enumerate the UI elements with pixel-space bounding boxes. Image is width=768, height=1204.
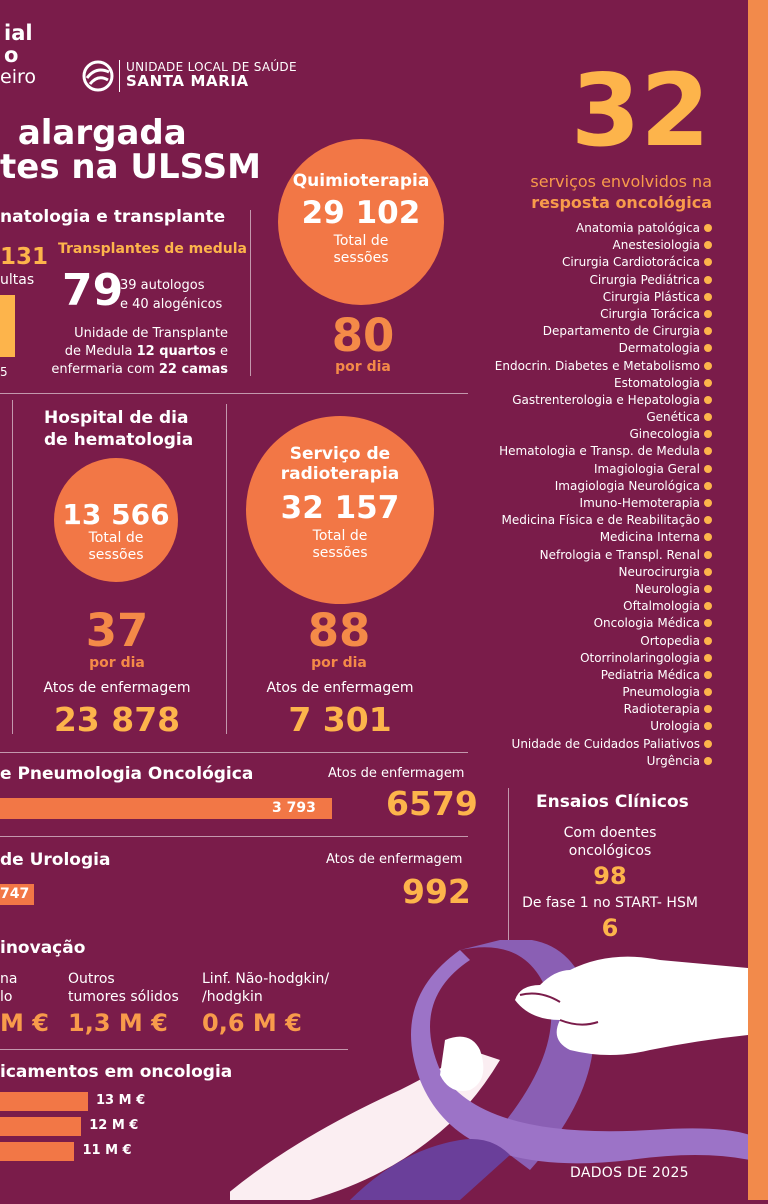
ensaios-value-1: 98 <box>593 862 627 890</box>
pneumo-atos-value: 6579 <box>386 784 478 823</box>
bullet-dot-icon <box>704 224 712 232</box>
bullet-dot-icon <box>704 671 712 679</box>
services-label-1: serviços envolvidos na <box>530 172 712 191</box>
unit-line-2a: de Medula <box>64 344 137 359</box>
hdia-heading-2: de hematologia <box>44 430 194 450</box>
service-item-label: Cirurgia Plástica <box>602 289 700 304</box>
bullet-dot-icon <box>704 705 712 713</box>
radio-name-1: Serviço de <box>289 444 391 464</box>
inovacao-col3-value: 0,6 M € <box>202 1009 302 1037</box>
hemato-partial-label: ultas <box>0 272 35 288</box>
service-item <box>495 701 712 718</box>
radio-atos-label: Atos de enfermagem <box>266 680 414 696</box>
hdia-per-day-label: por dia <box>89 655 145 671</box>
service-item <box>495 237 712 254</box>
transplantes-detail-1: 39 autologos <box>120 278 205 293</box>
transplantes-value: 79 <box>62 265 124 316</box>
logo-line-1: ial <box>4 21 33 45</box>
radio-label-1: Total de <box>312 528 368 544</box>
divider-3 <box>0 836 468 837</box>
service-item <box>495 443 712 460</box>
quimio-per-day-value: 80 <box>331 309 395 362</box>
service-item-label: Neurologia <box>635 581 700 596</box>
service-item-label: Pneumologia <box>622 685 700 700</box>
hemato-heading: natologia e transplante <box>0 207 226 227</box>
ulsm-line-1: UNIDADE LOCAL DE SAÚDE <box>126 60 297 74</box>
service-item <box>495 340 712 357</box>
service-item-label: Anestesiologia <box>612 238 700 253</box>
service-item-label: Nefrologia e Transpl. Renal <box>539 547 700 562</box>
hdia-atos-value: 23 878 <box>53 700 181 739</box>
inovacao-col2-1: Outros <box>68 971 115 987</box>
bullet-dot-icon <box>704 310 712 318</box>
logo-line-2: o <box>4 43 19 67</box>
service-item-label: Imuno-Hemoterapia <box>579 496 700 510</box>
service-item-label: Genética <box>646 410 700 425</box>
service-item-label: Neurocirurgia <box>618 564 700 579</box>
service-item <box>495 220 712 237</box>
bullet-dot-icon <box>704 551 712 559</box>
hospital-logo-text <box>0 22 36 88</box>
unit-line-1: Unidade de Transplante <box>74 326 228 341</box>
bullet-dot-icon <box>704 654 712 662</box>
service-item <box>495 529 712 546</box>
quimio-label-1: Total de <box>333 233 389 249</box>
service-item <box>495 650 712 667</box>
unit-line-2c: e <box>215 344 228 359</box>
transplant-unit-text <box>40 325 228 379</box>
inovacao-col3-1: Linf. Não-hodgkin/ <box>202 971 330 987</box>
hemato-divider <box>250 210 251 376</box>
inovacao-col2-value: 1,3 M € <box>68 1009 168 1037</box>
divider-2 <box>0 752 468 753</box>
unit-line-2b: 12 quartos <box>136 344 216 359</box>
hdia-heading-1: Hospital de dia <box>44 408 189 428</box>
bullet-dot-icon <box>704 447 712 455</box>
service-item <box>495 633 712 650</box>
unit-line-3b: 22 camas <box>158 362 228 377</box>
medicamentos-bar-label: 13 M € <box>96 1093 146 1108</box>
radio-per-day-value: 88 <box>307 604 371 657</box>
inovacao-col2-2: tumores sólidos <box>68 989 179 1005</box>
service-item <box>495 272 712 289</box>
hdia-atos-label: Atos de enfermagem <box>43 680 191 696</box>
service-item <box>495 615 712 632</box>
services-label-2: resposta oncológica <box>531 193 712 212</box>
hdia-label-1: Total de <box>88 530 144 546</box>
service-item-label: Radioterapia <box>623 702 700 717</box>
hdia-value: 13 566 <box>62 498 170 531</box>
ensaios-label-1: Com doentes <box>563 825 657 841</box>
service-item-label: Otorrinolaringologia <box>580 650 700 665</box>
service-item <box>495 426 712 443</box>
service-item <box>495 581 712 598</box>
bullet-dot-icon <box>704 533 712 541</box>
hemato-partial-value: 131 <box>0 244 49 270</box>
service-item <box>495 461 712 478</box>
medicamentos-bar-label: 12 M € <box>89 1118 139 1133</box>
ensaios-heading: Ensaios Clínicos <box>536 792 689 812</box>
bullet-dot-icon <box>704 258 712 266</box>
radio-per-day-label: por dia <box>311 655 367 671</box>
radio-value: 32 157 <box>280 490 400 526</box>
divider-1 <box>0 393 468 394</box>
service-item <box>495 564 712 581</box>
bullet-dot-icon <box>704 430 712 438</box>
quimio-circle <box>278 139 444 305</box>
medicamentos-bar-label: 11 M € <box>82 1143 132 1158</box>
pneumo-atos-label: Atos de enfermagem <box>328 766 465 781</box>
medicamentos-bar <box>0 1117 81 1136</box>
medicamentos-heading: icamentos em oncologia <box>0 1062 233 1082</box>
bullet-dot-icon <box>704 482 712 490</box>
service-item <box>495 495 712 512</box>
service-item-label: Anatomia patológica <box>575 221 700 235</box>
bullet-dot-icon <box>704 757 712 765</box>
service-item-label: Estomatologia <box>614 375 700 390</box>
bullet-dot-icon <box>704 413 712 421</box>
ulsm-name <box>126 60 297 88</box>
service-item-label: Pediatria Médica <box>600 667 700 682</box>
service-item <box>495 753 712 770</box>
bullet-dot-icon <box>704 396 712 404</box>
title-line-1: alargada <box>6 113 187 153</box>
inovacao-col-2 <box>68 970 179 1040</box>
medicamentos-bar <box>0 1142 74 1161</box>
radio-atos-value: 7 301 <box>288 700 392 739</box>
service-item <box>495 684 712 701</box>
hdia-circle <box>54 458 178 582</box>
service-item <box>495 323 712 340</box>
service-item <box>495 254 712 271</box>
service-item-label: Ortopedia <box>640 633 700 648</box>
transplantes-detail-2: e 40 alogénicos <box>120 297 223 312</box>
hdia-per-day-value: 37 <box>85 604 149 657</box>
logo-divider <box>119 60 120 92</box>
service-item <box>495 392 712 409</box>
bullet-dot-icon <box>704 379 712 387</box>
service-item <box>495 598 712 615</box>
pneumo-heading: e Pneumologia Oncológica <box>0 764 254 784</box>
service-item <box>495 375 712 392</box>
service-item-label: Endocrin. Diabetes e Metabolismo <box>494 358 700 373</box>
service-item <box>495 718 712 735</box>
inovacao-col1-value: M € <box>0 1009 49 1037</box>
bullet-dot-icon <box>704 362 712 370</box>
quimio-name: Quimioterapia <box>292 171 430 191</box>
ensaios-block <box>520 824 700 944</box>
title-line-2: tes na ULSSM <box>0 147 261 187</box>
inovacao-col3-2: /hodgkin <box>202 989 263 1005</box>
urologia-atos-label: Atos de enfermagem <box>326 852 463 867</box>
service-item <box>495 547 712 564</box>
bullet-dot-icon <box>704 722 712 730</box>
service-item-label: Urgência <box>646 753 700 768</box>
bullet-dot-icon <box>704 619 712 627</box>
bullet-dot-icon <box>704 568 712 576</box>
service-item-label: Unidade de Cuidados Paliativos <box>511 736 700 751</box>
bullet-dot-icon <box>704 585 712 593</box>
service-item <box>495 289 712 306</box>
service-item-label: Imagiologia Neurológica <box>554 478 700 493</box>
bullet-dot-icon <box>704 465 712 473</box>
inovacao-col-1 <box>0 970 49 1040</box>
service-item-label: Ginecologia <box>629 427 700 442</box>
hemato-partial-bar <box>0 295 15 357</box>
service-item <box>495 667 712 684</box>
service-item-label: Gastrenterologia e Hepatologia <box>512 392 700 407</box>
ensaios-label-2: oncológicos <box>568 843 652 859</box>
unit-line-3a: enfermaria com <box>51 362 159 377</box>
hemato-partial-small: 5 <box>0 365 8 379</box>
ensaios-label-3: De fase 1 no START- HSM <box>522 895 698 911</box>
service-item-label: Medicina Física e de Reabilitação <box>501 513 700 528</box>
service-item-label: Departamento de Cirurgia <box>542 324 700 339</box>
quimio-per-day-label: por dia <box>335 359 391 375</box>
service-item-label: Dermatologia <box>618 341 700 356</box>
quimio-value: 29 102 <box>301 195 421 231</box>
services-list <box>495 220 712 770</box>
bullet-dot-icon <box>704 688 712 696</box>
bullet-dot-icon <box>704 516 712 524</box>
radio-name-2: radioterapia <box>280 464 400 484</box>
bullet-dot-icon <box>704 293 712 301</box>
service-item <box>495 409 712 426</box>
medicamentos-bar <box>0 1092 88 1111</box>
services-count: 32 <box>570 52 710 169</box>
ulsm-logo-icon <box>82 60 114 96</box>
transplantes-detail <box>120 276 222 314</box>
pneumo-bar-value: 3 793 <box>272 800 316 816</box>
bullet-dot-icon <box>704 327 712 335</box>
service-item-label: Imagiologia Geral <box>594 461 700 476</box>
page-title <box>0 113 261 187</box>
ensaios-divider <box>508 788 509 940</box>
radio-circle <box>246 416 434 604</box>
service-item-label: Medicina Interna <box>599 530 700 545</box>
service-item-label: Oftalmologia <box>623 599 700 614</box>
ulsm-line-2: SANTA MARIA <box>126 72 249 90</box>
inovacao-heading: inovação <box>0 938 86 958</box>
service-item <box>495 478 712 495</box>
radio-label-2: sessões <box>312 545 368 561</box>
transplantes-heading: Transplantes de medula <box>58 241 247 257</box>
service-item <box>495 736 712 753</box>
bullet-dot-icon <box>704 344 712 352</box>
quimio-label-2: sessões <box>333 250 389 266</box>
service-item-label: Urologia <box>650 719 700 734</box>
inovacao-col1-2: lo <box>0 989 13 1005</box>
service-item <box>495 512 712 529</box>
service-item-label: Cirurgia Cardiotorácica <box>561 255 700 270</box>
bullet-dot-icon <box>704 602 712 610</box>
bullet-dot-icon <box>704 276 712 284</box>
urologia-bar-value: 747 <box>0 886 30 902</box>
service-item-label: Cirurgia Pediátrica <box>589 272 700 287</box>
bullet-dot-icon <box>704 740 712 748</box>
hdia-radio-divider <box>226 404 227 734</box>
service-item-label: Oncologia Médica <box>593 616 700 631</box>
service-item-label: Cirurgia Torácica <box>600 306 700 321</box>
hdia-label-2: sessões <box>88 547 144 563</box>
service-item <box>495 306 712 323</box>
service-item <box>495 358 712 375</box>
urologia-heading: de Urologia <box>0 850 111 870</box>
hdia-left-divider <box>12 400 13 734</box>
hdia-heading <box>44 407 193 451</box>
inovacao-col1-1: na <box>0 971 18 987</box>
bullet-dot-icon <box>704 637 712 645</box>
data-year-label: DADOS DE 2025 <box>570 1165 689 1181</box>
urologia-atos-value: 992 <box>402 872 471 911</box>
ensaios-value-2: 6 <box>601 914 619 942</box>
bullet-dot-icon <box>704 499 712 507</box>
services-caption <box>530 171 712 213</box>
right-orange-strip <box>748 0 768 1200</box>
logo-line-3: eiro <box>0 66 36 88</box>
bullet-dot-icon <box>704 241 712 249</box>
service-item-label: Hematologia e Transp. de Medula <box>499 444 700 459</box>
